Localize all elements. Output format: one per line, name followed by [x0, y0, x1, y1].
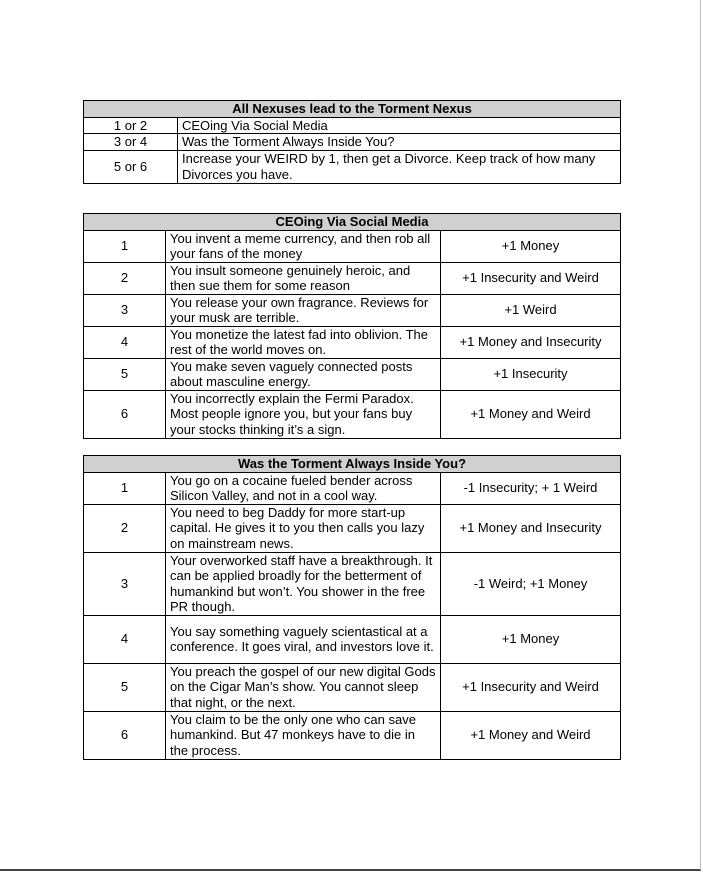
- table-row: [84, 326, 621, 358]
- table-row: [84, 230, 621, 262]
- result-cell: CEOing Via Social Media: [178, 117, 621, 134]
- event-cell: You make seven vaguely connected posts about masculine energy.: [166, 358, 441, 390]
- roll-cell: 1: [84, 230, 166, 262]
- event-cell: You claim to be the only one who can save humankind. But 47 monkeys have to die in the process.: [166, 711, 441, 759]
- event-cell: You insult someone genuinely heroic, and then sue them for some reason: [166, 262, 441, 294]
- table-title: CEOing Via Social Media: [84, 214, 621, 231]
- table-title: All Nexuses lead to the Torment Nexus: [84, 101, 621, 118]
- roll-cell: 1 or 2: [84, 117, 178, 134]
- roll-cell: 6: [84, 390, 166, 438]
- event-cell: You release your own fragrance. Reviews for your musk are terrible.: [166, 294, 441, 326]
- roll-cell: 4: [84, 326, 166, 358]
- effect-cell: +1 Money and Weird: [441, 390, 621, 438]
- event-cell: You say something vaguely scientastical at a conference. It goes viral, and investors love it.: [166, 615, 441, 663]
- effect-cell: -1 Weird; +1 Money: [441, 552, 621, 615]
- effect-cell: +1 Money and Insecurity: [441, 504, 621, 552]
- torment-table: [83, 455, 621, 760]
- table-row: [84, 294, 621, 326]
- roll-cell: 2: [84, 262, 166, 294]
- roll-cell: 3 or 4: [84, 134, 178, 151]
- table-row: [84, 117, 621, 134]
- roll-cell: 3: [84, 552, 166, 615]
- effect-cell: +1 Money: [441, 615, 621, 663]
- result-cell: Was the Torment Always Inside You?: [178, 134, 621, 151]
- table-row: [84, 552, 621, 615]
- event-cell: You incorrectly explain the Fermi Paradox. Most people ignore you, but your fans buy your stocks thinking it’s a sign.: [166, 390, 441, 438]
- event-cell: You monetize the latest fad into oblivion. The rest of the world moves on.: [166, 326, 441, 358]
- roll-cell: 2: [84, 504, 166, 552]
- ceo-table: [83, 213, 621, 439]
- effect-cell: +1 Insecurity and Weird: [441, 262, 621, 294]
- table-row: [84, 262, 621, 294]
- roll-cell: 6: [84, 711, 166, 759]
- roll-cell: 5: [84, 358, 166, 390]
- table-row: [84, 134, 621, 151]
- nexus-table: [83, 100, 621, 184]
- table-row: [84, 358, 621, 390]
- table-row: [84, 711, 621, 759]
- effect-cell: +1 Money: [441, 230, 621, 262]
- table-row: [84, 472, 621, 504]
- event-cell: You invent a meme currency, and then rob all your fans of the money: [166, 230, 441, 262]
- effect-cell: +1 Money and Insecurity: [441, 326, 621, 358]
- effect-cell: -1 Insecurity; + 1 Weird: [441, 472, 621, 504]
- roll-cell: 5: [84, 663, 166, 711]
- table-header-row: [84, 456, 621, 473]
- table-header-row: [84, 101, 621, 118]
- roll-cell: 3: [84, 294, 166, 326]
- table-title: Was the Torment Always Inside You?: [84, 456, 621, 473]
- roll-cell: 5 or 6: [84, 150, 178, 183]
- roll-cell: 4: [84, 615, 166, 663]
- table-row: [84, 390, 621, 438]
- table-row: [84, 663, 621, 711]
- effect-cell: +1 Weird: [441, 294, 621, 326]
- event-cell: You need to beg Daddy for more start-up capital. He gives it to you then calls you lazy on mainstream news.: [166, 504, 441, 552]
- event-cell: Your overworked staff have a breakthrough. It can be applied broadly for the betterment of humankind but won’t. You shower in the free PR though.: [166, 552, 441, 615]
- effect-cell: +1 Money and Weird: [441, 711, 621, 759]
- effect-cell: +1 Insecurity: [441, 358, 621, 390]
- result-cell: Increase your WEIRD by 1, then get a Divorce. Keep track of how many Divorces you have.: [178, 150, 621, 183]
- event-cell: You preach the gospel of our new digital Gods on the Cigar Man’s show. You cannot sleep that night, or the next.: [166, 663, 441, 711]
- event-cell: You go on a cocaine fueled bender across Silicon Valley, and not in a cool way.: [166, 472, 441, 504]
- table-row: [84, 150, 621, 183]
- table-row: [84, 615, 621, 663]
- roll-cell: 1: [84, 472, 166, 504]
- table-row: [84, 504, 621, 552]
- table-header-row: [84, 214, 621, 231]
- effect-cell: +1 Insecurity and Weird: [441, 663, 621, 711]
